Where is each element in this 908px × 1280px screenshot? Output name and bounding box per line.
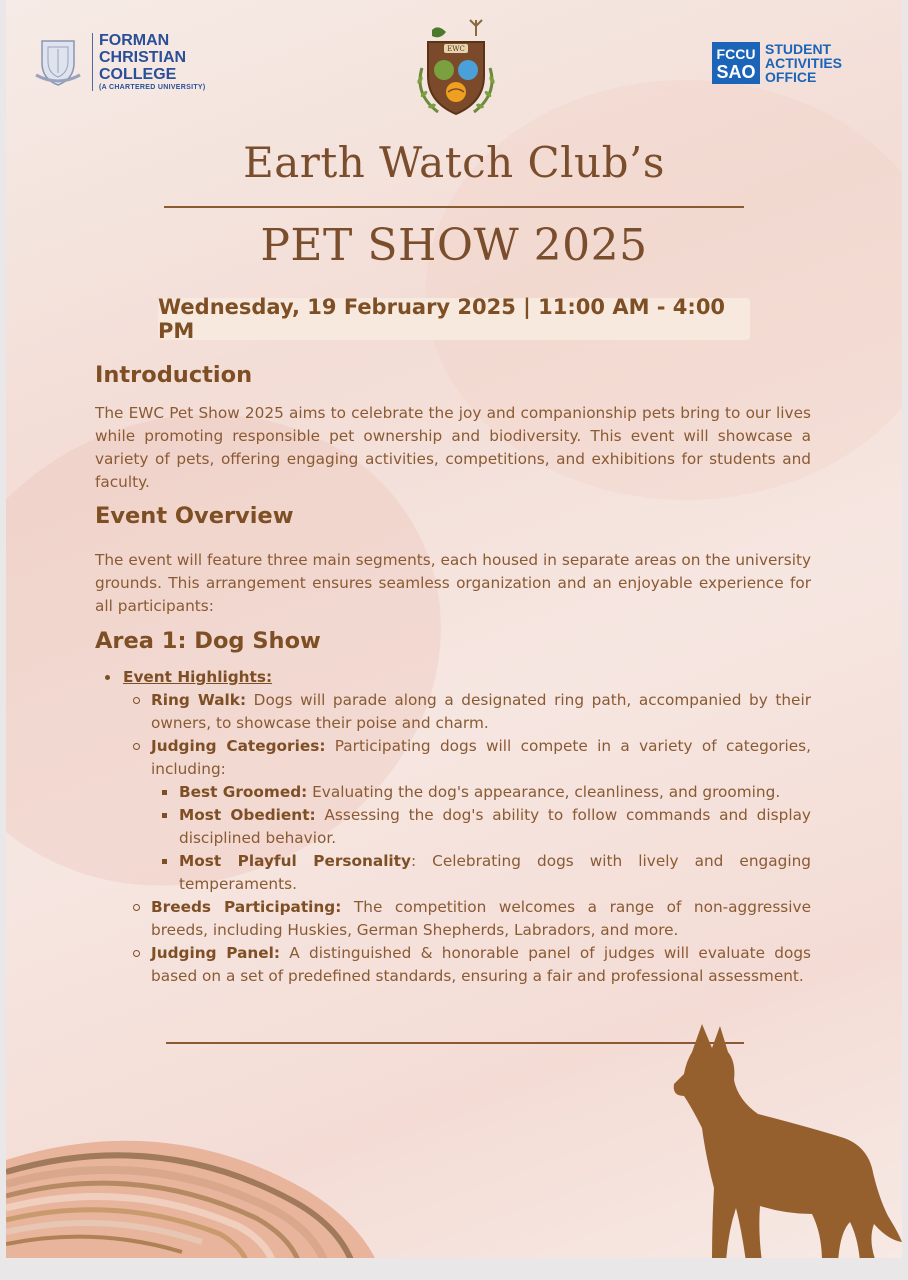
sao-badge-bottom: SAO bbox=[716, 62, 756, 82]
fcc-subtitle: (A CHARTERED UNIVERSITY) bbox=[99, 84, 206, 91]
list-item bbox=[95, 942, 811, 988]
list-item bbox=[95, 896, 811, 942]
sao-badge-top: FCCU bbox=[716, 46, 756, 62]
item-label: Ring Walk: bbox=[151, 691, 247, 709]
fcc-line-3: COLLEGE bbox=[99, 66, 177, 83]
category-label: Most Playful Personality bbox=[179, 852, 411, 870]
svg-text:EWC: EWC bbox=[447, 45, 465, 53]
area1-heading: Area 1: Dog Show bbox=[95, 628, 321, 654]
agate-swirl-decoration bbox=[6, 1120, 386, 1258]
flyer-page bbox=[6, 0, 902, 1258]
intro-text: The EWC Pet Show 2025 aims to celebrate the joy and companionship pets bring to our lives while promoting responsible pet ownership and biodiversity. This event will showcase a variety of pets, offering engaging activities, competitions, and exhibitions for students and faculty. bbox=[95, 404, 811, 491]
sao-logo bbox=[712, 42, 842, 84]
item-text: Dogs will parade along a designated ring path, accompanied by their owners, to showcase their poise and charm. bbox=[151, 691, 811, 732]
fcc-line-1: FORMAN bbox=[99, 32, 170, 49]
overview-text: The event will feature three main segments, each housed in separate areas on the university grounds. This arrangement ensures seamless organization and an enjoyable experience for all participants: bbox=[95, 551, 811, 615]
page-subtitle: PET SHOW 2025 bbox=[260, 220, 648, 271]
overview-heading: Event Overview bbox=[95, 503, 294, 529]
sao-line-2: ACTIVITIES bbox=[765, 55, 843, 71]
list-item bbox=[95, 850, 811, 896]
list-item bbox=[95, 804, 811, 850]
fcc-crest-icon bbox=[34, 35, 82, 89]
bullet-circle bbox=[133, 743, 140, 750]
item-label: Judging Panel: bbox=[151, 944, 281, 962]
category-label: Most Obedient: bbox=[179, 806, 316, 824]
category-text: : Celebrating dogs with lively and engaging temperaments. bbox=[179, 852, 811, 893]
bullet-dot bbox=[105, 675, 110, 680]
list-item bbox=[95, 781, 811, 804]
page-title: Earth Watch Club’s bbox=[243, 138, 665, 187]
flyer-content bbox=[95, 362, 811, 988]
list-item bbox=[95, 689, 811, 735]
bullet-square bbox=[162, 790, 167, 795]
fcc-logo bbox=[34, 32, 206, 92]
sao-line-1: STUDENT bbox=[765, 41, 832, 57]
title-divider bbox=[164, 206, 744, 208]
list-item bbox=[95, 666, 811, 689]
event-date-bar bbox=[158, 295, 750, 343]
item-label: Judging Categories: bbox=[151, 737, 326, 755]
sao-badge bbox=[712, 42, 760, 84]
fcc-wordmark bbox=[99, 32, 206, 92]
bullet-circle bbox=[133, 697, 140, 704]
item-text: Participating dogs will compete in a variety of categories, including: bbox=[151, 737, 811, 778]
dog-silhouette-icon bbox=[662, 1018, 902, 1258]
logo-divider bbox=[92, 33, 93, 91]
bullet-square bbox=[162, 859, 167, 864]
highlights-list bbox=[95, 666, 811, 988]
intro-heading: Introduction bbox=[95, 362, 253, 388]
category-text: Assessing the dog's ability to follow commands and display disciplined behavior. bbox=[179, 806, 811, 847]
category-label: Best Groomed: bbox=[179, 783, 308, 801]
ewc-shield-icon bbox=[408, 16, 504, 120]
highlights-label: Event Highlights: bbox=[123, 668, 273, 686]
fcc-line-2: CHRISTIAN bbox=[99, 49, 187, 66]
bullet-circle bbox=[133, 904, 140, 911]
event-date-text: Wednesday, 19 February 2025 | 11:00 AM - 4:00 PM bbox=[158, 295, 726, 343]
bullet-square bbox=[162, 813, 167, 818]
sao-wordmark bbox=[765, 42, 842, 84]
item-text: A distinguished & honorable panel of judges will evaluate dogs based on a set of predefined standards, ensuring a fair and professional assessment. bbox=[151, 944, 811, 985]
bottom-divider bbox=[166, 1042, 744, 1044]
item-text: The competition welcomes a range of non-aggressive breeds, including Huskies, German Shepherds, Labradors, and more. bbox=[151, 898, 811, 939]
category-text: Evaluating the dog's appearance, cleanliness, and grooming. bbox=[307, 783, 781, 801]
bullet-circle bbox=[133, 950, 140, 957]
sao-line-3: OFFICE bbox=[765, 69, 817, 85]
item-label: Breeds Participating: bbox=[151, 898, 342, 916]
list-item bbox=[95, 735, 811, 781]
